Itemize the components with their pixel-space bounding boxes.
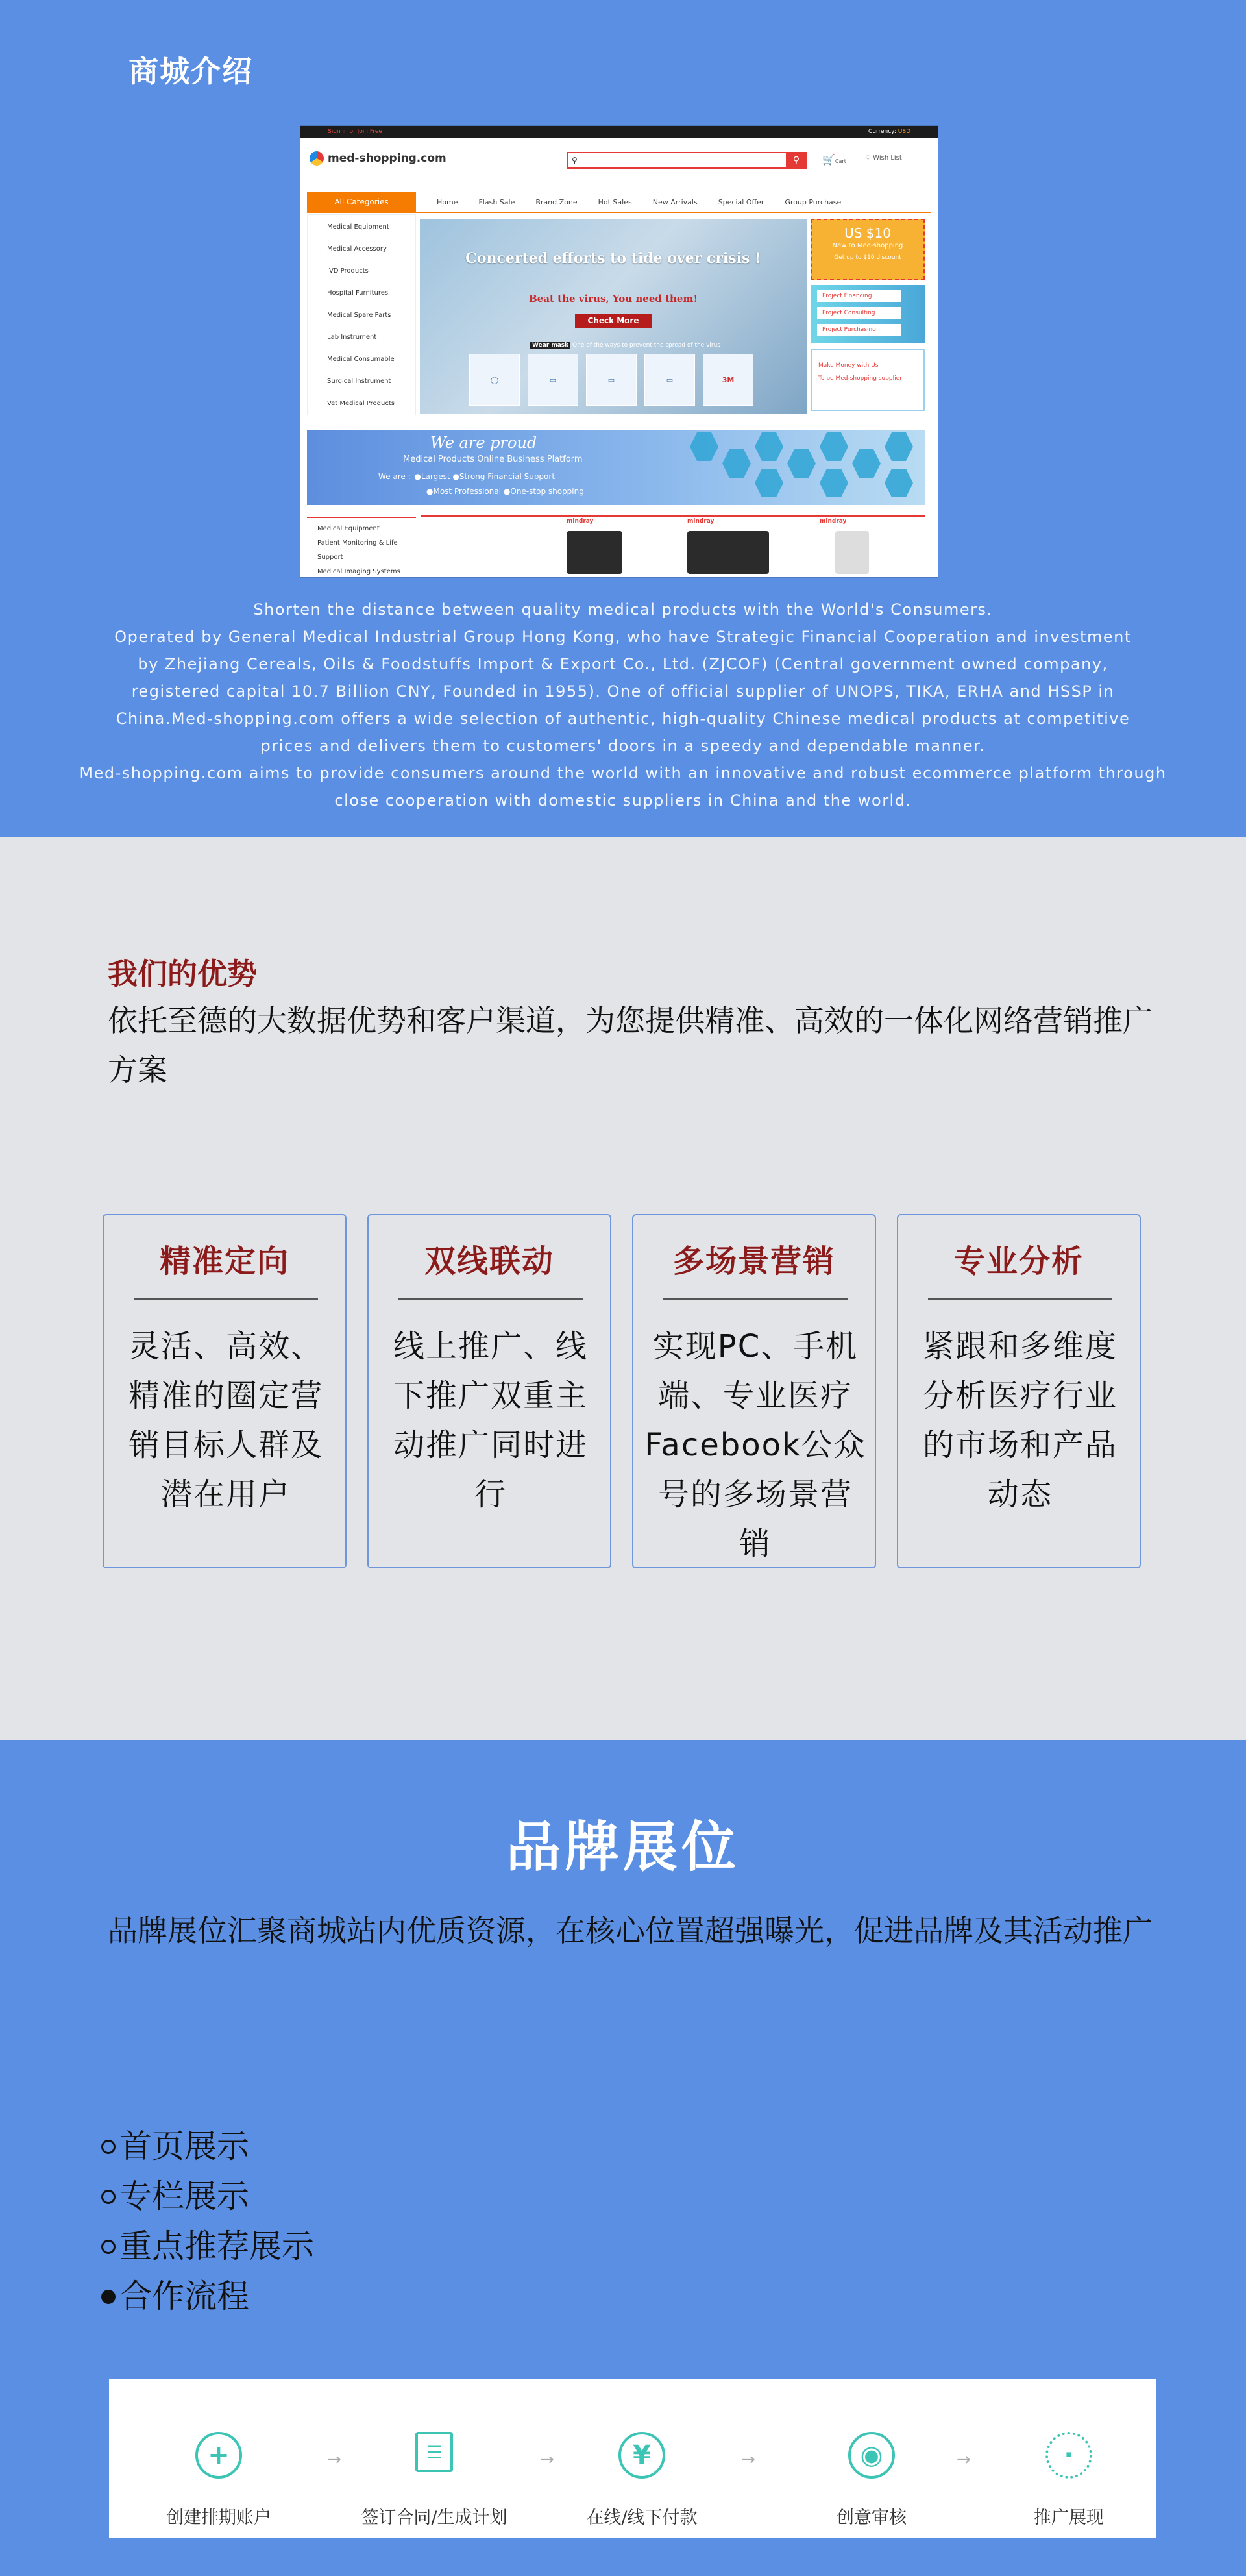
advantages-subtitle: 依托至德的大数据优势和客户渠道，为您提供精准、高效的一体化网络营销推广方案 bbox=[108, 1003, 1153, 1087]
mock-topbar bbox=[300, 126, 938, 138]
mock-category-item: Medical Accessory bbox=[327, 245, 387, 253]
mock-right-column bbox=[811, 219, 925, 411]
mock-category-list bbox=[307, 214, 416, 415]
mock-category-item: IVD Products bbox=[327, 267, 369, 275]
banner-products bbox=[469, 354, 753, 406]
mock-category-item: Surgical Instrument bbox=[327, 378, 391, 385]
hexagon-icon bbox=[787, 449, 816, 478]
banner-subtitle: Beat the virus, You need them! bbox=[529, 293, 698, 304]
brand-list bbox=[101, 2122, 314, 2322]
mock-subcategory-list: Medical Equipment Patient Monitoring & Life Support Medical Imaging Systems bbox=[307, 517, 416, 577]
mock-projects: Project Financing Project Consulting Project Purchasing bbox=[811, 285, 925, 343]
mock-signin-text: Sign in or Join Free bbox=[328, 129, 382, 135]
banner-button: Check More bbox=[575, 314, 652, 328]
brand-list-item: 重点推荐展示 bbox=[101, 2222, 314, 2272]
advantage-card bbox=[103, 1214, 347, 1568]
mock-nav-item: New Arrivals bbox=[652, 197, 698, 206]
advantage-card bbox=[897, 1214, 1141, 1568]
mock-supplier-box: Make Money with Us To be Med-shopping supplier bbox=[811, 349, 925, 411]
mock-all-categories: All Categories bbox=[307, 192, 416, 212]
mock-logo: med-shopping.com bbox=[310, 151, 446, 166]
intro-section bbox=[0, 0, 1246, 837]
mock-proud-banner: We are proud Medical Products Online Business Platform We are : ●Largest ●Strong Financial Support ●Most Professional ●One-stop shopping bbox=[307, 430, 925, 505]
flow-step-label: 创建排期账户 bbox=[166, 2508, 271, 2528]
mock-category-item: Medical Consumable bbox=[327, 356, 395, 363]
cart-icon: 🛒Cart bbox=[822, 153, 846, 166]
filled-bullet-icon bbox=[101, 2290, 116, 2304]
card-body: 紧跟和多维度分析医疗行业的市场和产品动态 bbox=[922, 1328, 1118, 1513]
mock-search-button: ⚲ bbox=[786, 152, 807, 169]
mock-category-item: Medical Equipment bbox=[327, 223, 389, 230]
mock-nav-item: Home bbox=[437, 197, 458, 206]
mock-hero-banner bbox=[420, 219, 807, 414]
device-image bbox=[687, 531, 769, 574]
mock-nav-item: Flash Sale bbox=[478, 197, 515, 206]
card-divider bbox=[663, 1298, 848, 1300]
arrow-right-icon: → bbox=[957, 2450, 971, 2470]
mock-currency: Currency: USD bbox=[868, 129, 910, 135]
banner-title: Concerted efforts to tide over crisis ! bbox=[465, 250, 761, 267]
arrow-right-icon: → bbox=[327, 2450, 341, 2470]
hexagon-icon bbox=[820, 469, 848, 497]
logo-icon bbox=[310, 151, 324, 166]
advantage-card bbox=[632, 1214, 876, 1568]
banner-note: Wear mask One of the ways to prevent the spread of the virus bbox=[530, 342, 720, 349]
card-title: 精准定向 bbox=[159, 1243, 289, 1280]
card-title: 专业分析 bbox=[953, 1243, 1084, 1280]
cooperation-flow bbox=[109, 2379, 1156, 2538]
card-divider bbox=[928, 1298, 1112, 1300]
card-title: 多场景营销 bbox=[672, 1243, 835, 1280]
mask-product-image: ▭ bbox=[528, 354, 578, 406]
hexagon-icon bbox=[722, 449, 751, 478]
mock-coupon: US $10 New to Med-shopping Get up to $10 discount bbox=[811, 219, 925, 280]
brand-list-item: 专栏展示 bbox=[101, 2172, 314, 2222]
card-title: 双线联动 bbox=[424, 1243, 554, 1280]
flow-step-label: 在线/线下付款 bbox=[586, 2508, 698, 2528]
mock-nav-item: Special Offer bbox=[718, 197, 764, 206]
website-screenshot bbox=[300, 126, 938, 577]
eye-icon: ◉ bbox=[848, 2432, 895, 2479]
dotted-circle-icon: ⋅ bbox=[1045, 2432, 1092, 2479]
mock-nav-item: Brand Zone bbox=[535, 197, 578, 206]
mock-nav-item: Hot Sales bbox=[598, 197, 632, 206]
mock-product-row: Medical Equipment Patient Monitoring & Life Support Medical Imaging Systems mindray mindray mindray bbox=[307, 515, 925, 577]
hexagon-icon bbox=[690, 432, 718, 461]
hexagon-icon bbox=[820, 432, 848, 461]
intro-title: 商城介绍 bbox=[128, 54, 253, 89]
search-icon: ⚲ bbox=[572, 156, 578, 165]
flow-step-label: 签订合同/生成计划 bbox=[361, 2508, 507, 2528]
flow-step bbox=[790, 2379, 953, 2538]
flow-step bbox=[138, 2379, 300, 2538]
device-image bbox=[567, 531, 622, 574]
brand-subtitle: 品牌展位汇聚商城站内优质资源，在核心位置超强曝光，促进品牌及其活动推广 bbox=[108, 1913, 1153, 1948]
brand-list-item: 合作流程 bbox=[101, 2272, 314, 2322]
card-divider bbox=[398, 1298, 583, 1300]
mock-category-item: Vet Medical Products bbox=[327, 400, 395, 407]
flow-step-label: 推广展现 bbox=[1034, 2508, 1104, 2528]
mock-category-item: Lab Instrument bbox=[327, 334, 377, 341]
mock-nav bbox=[307, 192, 931, 213]
wish-list: ♡ Wish List bbox=[865, 155, 902, 162]
mask-product-image: ◯ bbox=[469, 354, 520, 406]
brand-title: 品牌展位 bbox=[506, 1815, 740, 1879]
flow-step bbox=[988, 2379, 1150, 2538]
flow-step bbox=[561, 2379, 723, 2538]
arrow-right-icon: → bbox=[741, 2450, 755, 2470]
circle-bullet-icon bbox=[101, 2240, 116, 2254]
mock-category-item: Hospital Furnitures bbox=[327, 290, 389, 297]
flow-step-label: 创意审核 bbox=[837, 2508, 907, 2528]
document-list-icon: ☰ bbox=[415, 2432, 453, 2472]
card-body: 线上推广、线下推广双重主动推广同时进行 bbox=[393, 1328, 588, 1513]
brand-list-item: 首页展示 bbox=[101, 2122, 314, 2172]
mask-product-image: 3M bbox=[703, 354, 753, 406]
arrow-right-icon: → bbox=[540, 2450, 554, 2470]
mock-search-box bbox=[567, 152, 807, 169]
mock-nav-item: Group Purchase bbox=[785, 197, 842, 206]
mock-category-item: Medical Spare Parts bbox=[327, 312, 391, 319]
brand-section bbox=[0, 1740, 1246, 2576]
advantage-card bbox=[367, 1214, 611, 1568]
hexagon-icon bbox=[885, 469, 913, 497]
hexagon-icon bbox=[852, 449, 881, 478]
advantages-section bbox=[0, 837, 1246, 1740]
hexagon-icon bbox=[755, 469, 783, 497]
hexagon-icon bbox=[885, 432, 913, 461]
mock-header bbox=[300, 138, 938, 179]
intro-paragraph: Shorten the distance between quality medical products with the World's Consumers. Operated by General Medical Industrial Group Hong Kong, who have Strategic Financial Cooperation and investment by Zhejiang Cereals, Oils & Foodstuffs Import & Export Co., Ltd. (ZJCOF) (Central government owned company, registered capital 10.7 Billion CNY, Founded in 1955). One of official supplier of UNOPS, TIKA, ERHA and HSSP in China.Med-shopping.com offers a wide selection of authentic, high-quality Chinese medical products at competitive prices and delivers them to customers' doors in a speedy and dependable manner. Med-shopping.com aims to provide consumers around the world with an innovative and robust ecommerce platform through close cooperation with domestic suppliers in China and the world. bbox=[79, 601, 1167, 810]
advantages-title: 我们的优势 bbox=[108, 956, 257, 991]
device-image bbox=[835, 531, 869, 574]
hexagon-icon bbox=[755, 432, 783, 461]
card-body: 灵活、高效、精准的圈定营销目标人群及潜在用户 bbox=[128, 1328, 323, 1513]
mask-product-image: ▭ bbox=[644, 354, 695, 406]
plus-circle-icon: + bbox=[195, 2432, 242, 2479]
mask-product-image: ▭ bbox=[586, 354, 637, 406]
card-divider bbox=[134, 1298, 318, 1300]
card-body: 实现PC、手机端、专业医疗Facebook公众号的多场景营销 bbox=[644, 1328, 866, 1562]
circle-bullet-icon bbox=[101, 2190, 116, 2204]
yen-circle-icon: ¥ bbox=[618, 2432, 665, 2479]
circle-bullet-icon bbox=[101, 2140, 116, 2154]
flow-step bbox=[353, 2379, 515, 2538]
